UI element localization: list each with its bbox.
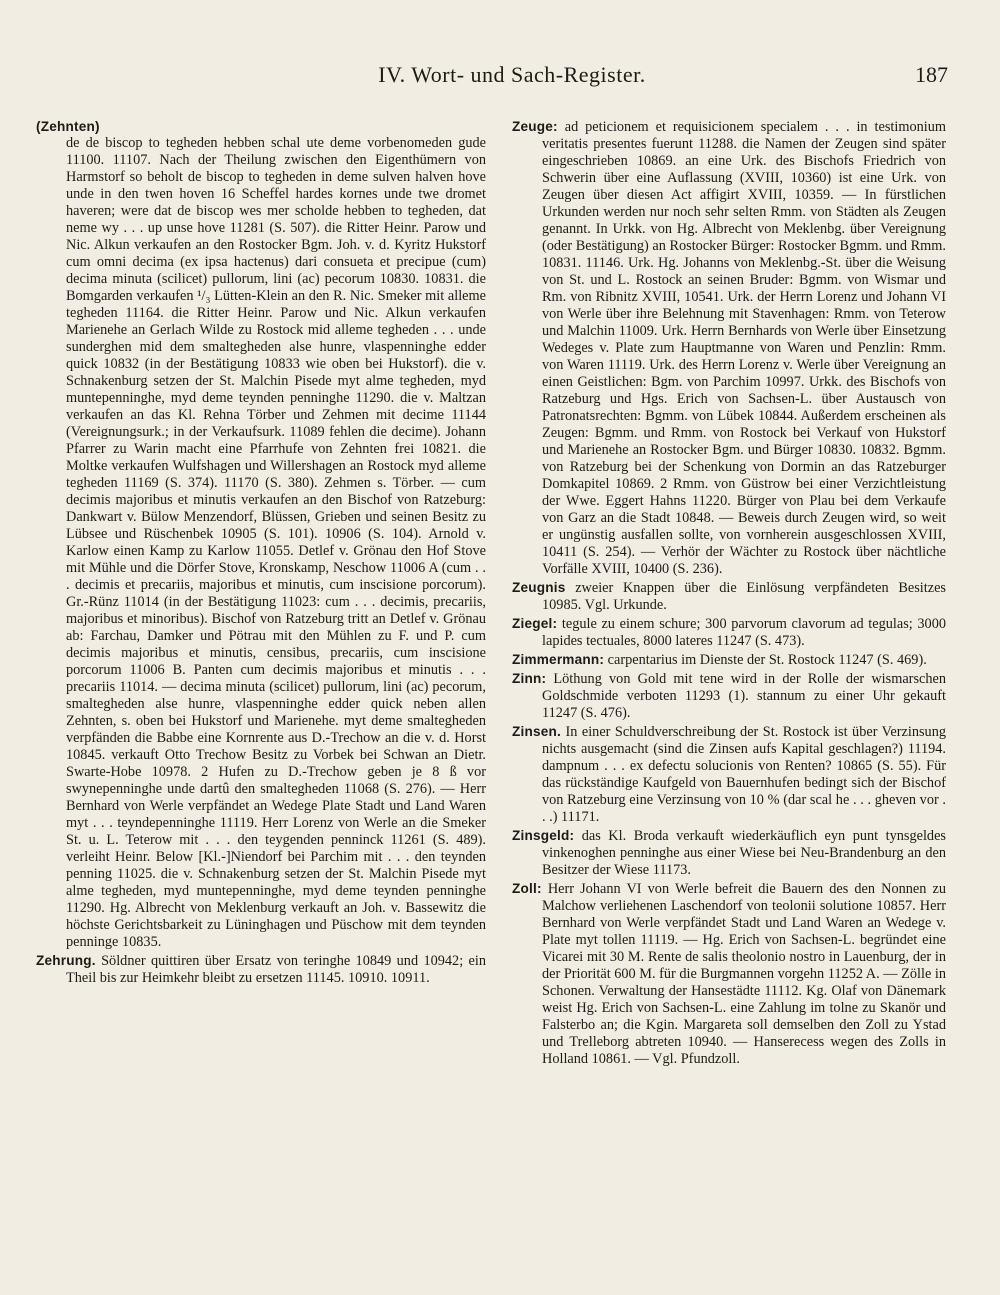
entry-headword: Zinsen. — [512, 724, 561, 739]
page-number: 187 — [915, 62, 948, 87]
entry-text: Löthung von Gold mit tene wird in der Rolle der wismarschen Goldschmide verboten 11293 (1). stannum zu einer Uhr gekauft 11247 (S. 476). — [542, 671, 946, 721]
entry-headword: Zeugnis — [512, 580, 566, 595]
entry-headword: Zoll: — [512, 881, 542, 896]
entry-text: Söldner quittiren über Ersatz von teringhe 10849 und 10942; ein Theil bis zur Heimkehr bleibt zu ersetzen 11145. 10910. 10911. — [66, 953, 486, 986]
index-entry — [512, 670, 946, 722]
entry-headword: Zinsgeld: — [512, 828, 575, 843]
entry-text: tegule zu einem schure; 300 parvorum clavorum ad tegulas; 3000 lapides tectuales, 8000 lateres 11247 (S. 473). — [542, 616, 946, 649]
index-entry — [512, 615, 946, 650]
entry-headword: Zehrung. — [36, 953, 96, 968]
entry-text: de de biscop to tegheden hebben schal ute deme vorbenomeden gude 11100. 11107. Nach der Theilung zwischen den Eigenthümern von Harmstorf so beholt de biscop to tegheden in deme sulven halven hove unde in den twen hoven 16 Scheffel hardes kornes unde twe dromet haveren; were dat de biscop wes mer scholde hebben to tegheden, dat neme wy . . . up unse hove 11281 (S. 507). die Ritter Heinr. Parow und Nic. Alkun verkaufen an den Rostocker Bgm. Joh. v. d. Kyritz Hukstorf cum omni decima (ex ipsa hactenus) dari consueta et precipue (cum) decima minuta (scilicet) pullorum, lini (ac) pecorum 10830. 10831. die Bomgarden verkaufen ¹/₃ Lütten-Klein an den R. Nic. Smeker mit alleme tegheden 11164. die Ritter Heinr. Parow und Nic. Alkun verkaufen Marienehe an Gerlach Wilde zu Rostock mid alleme tegheden . . . unde sunderghen mid dem smaltegheden alse hunre, vlaspenninghe edder quick 10832 (in der Bestätigung 10833 wie oben bei Hukstorf). die v. Schnakenburg setzen der St. Malchin Pisede myt alme tegheden, myd muntepenninghe, myd deme teynden penninghe 11290. die v. Maltzan verkaufen an das Kl. Rehna Törber und Zehmen mit decime 11144 (Vereignungsurk.; in der Verkaufsurk. 11089 fehlen die decime). Johann Pfarrer zu Warin macht eine Pfarrhufe von Zehnten frei 10821. die Moltke verkaufen Wulfshagen und Willershagen an Rostock myd alleme tegheden 11169 (S. 374). 11170 (S. 380). Zehmen s. Törber. — cum decimis majoribus et minutis verkaufen an den Bischof von Ratzeburg: Dankwart v. Bülow Menzendorf, Blüssen, Grieben und seinen Besitz zu Lübsee und Rüschenbek 10905 (S. 101). 10906 (S. 104). Arnold v. Karlow einen Kamp zu Karlow 11055. Detlef v. Grönau den Hof Stove mit Mühle und die Dörfer Stove, Kronskamp, Neschow 11006 A (cum . . . decimis et precariis, majoribus et minutis, cum inscisione porcorum). Gr.-Rünz 11014 (in der Bestätigung 11023: cum . . . decimis, precariis, majoribus et minoribus). Bischof von Ratzeburg tritt an Detlef v. Grönau ab: Farchau, Damker und Pötrau mit den Mühlen zu F. und P. cum decimis majoribus et minutis, censibus, precariis, cum inscisione porcorum 11006 B. Panten cum decimis majoribus et minutis . . . precariis 11014. — decima minuta (scilicet) pullorum, lini (ac) pecorum, smaltegheden alse hunre, vlaspenninghe edder quick neben allen Zehnten, s. oben bei Hukstorf und Marienehe. myt deme smaltegheden verpfänden die Babbe eine Kornrente aus D.-Trechow an die v. d. Horst 10845. verkauft Otto Trechow Besitz zu Vorbek bei Schwan an Dietr. Swarte-Hobe 10978. 2 Hufen zu D.-Trechow geben je 8 ß vor swynepenninghe unde dartû den smaltegheden 11068 (S. 276). — Herr Bernhard von Werle verpfändet an Wedege Plate Stadt und Land Waren myt . . . teyndepenninghe 11119. Herr Lorenz von Werle an die Smeker St. u. L. Teterow mit . . . den teygenden penninck 11261 (S. 489). verleiht Heinr. Below [Kl.-]Niendorf bei Parchim mit . . . den teynden penning 11025. die v. Schnakenburg setzen der St. Malchin Pisede myt alme tegheden, myd muntepenninghe, myd deme teynden penninghe 11290. Hg. Albrecht von Meklenburg verkauft an Joh. v. Bassewitz die höchste Gerichtsbarkeit zu Lüninghagen und Püschow mit dem teynden penninge 10835. — [66, 135, 486, 950]
entry-headword: Zeuge: — [512, 119, 558, 134]
left-column — [36, 118, 486, 988]
page-header — [36, 62, 948, 94]
entry-text: das Kl. Broda verkauft wiederkäuflich eyn punt tynsgeldes vinkenoghen penninghe aus einer Wiese bei Neu-Brandenburg an den Besitzer der Wiese 11173. — [542, 828, 946, 878]
index-entry — [512, 651, 946, 669]
index-entry — [36, 952, 486, 987]
entry-text: carpentarius im Dienste der St. Rostock 11247 (S. 469). — [607, 652, 927, 668]
index-entry — [512, 579, 946, 614]
page-title: IV. Wort- und Sach-Register. — [378, 62, 646, 87]
entry-text: zweier Knappen über die Einlösung verpfändeten Besitzes 10985. Vgl. Urkunde. — [542, 580, 946, 613]
entry-headword: Zimmermann: — [512, 652, 605, 667]
index-entry — [512, 827, 946, 879]
index-entry — [512, 880, 946, 1068]
right-column — [512, 118, 946, 1069]
index-entry — [512, 118, 946, 578]
index-entry — [512, 723, 946, 826]
entry-text: In einer Schuldverschreibung der St. Rostock ist über Verzinsung nichts ausgemacht (sind die Zinsen aufs Kapital geschlagen?) 11194. dampnum . . . ex defectu solucionis von Renten? 10865 (S. 55). Für das rückständige Kaufgeld von Bauernhufen bedingt sich der Bischof von Ratzeburg eine Verzinsung von 10 % (dar scal he . . . gheven vor . . .) 11171. — [542, 724, 946, 825]
entry-text: ad peticionem et requisicionem specialem . . . in testimonium veritatis presentes fuerunt 11288. die Namen der Zeugen sind später eingeschrieben 10869. an eine Urk. des Bischofs Friedrich von Schwerin über eine Auflassung (XVIII, 10360) ist eine Urk. von Zeugen über diesen Act affigirt XVIII, 10359. — In fürstlichen Urkunden werden nur noch sehr selten Rmm. von Städten als Zeugen genannt. In Urkk. von Hg. Albrecht von Meklenbg. über Vereignung (oder Bestätigung) an Rostocker Bürger: Rostocker Bgmm. und Rmm. 10831. 11146. Urk. Hg. Johanns von Meklenbg.-St. über die Weisung von St. und L. Rostock an seinen Bruder: Bgmm. von Wismar und Rm. von Ribnitz XVIII, 10541. Urk. der Herrn Lorenz und Johann VI von Werle über ihre Belehnung mit Stavenhagen: Rmm. von Teterow und Malchin 11009. Urk. Herrn Bernhards von Werle über Einsetzung Wedeges v. Plate zum Hauptmanne von Waren und Penzlin: Rmm. von Waren 11119. Urk. des Herrn Lorenz v. Werle über Vereignung an einen Geistlichen: Bgm. von Parchim 10997. Urkk. des Bischofs von Ratzeburg und Hgs. Erich von Sachsen-L. über Austausch von Patronatsrechten: Bgmm. von Lübek 10844. Außerdem erscheinen als Zeugen: Bgmm. und Rmm. von Rostock bei Verkauf von Hukstorf und Marienehe an Rostocker Bgm. und Bürger 10830. 10832. Bgmm. von Ratzeburg bei der Schenkung von Dormin an das Ratzeburger Domkapitel 10869. 2 Rmm. von Güstrow bei einer Verzichtleistung der Wwe. Eggert Hahns 11220. Bürger von Plau bei dem Verkaufe von Garz an die Stadt 10848. — Beweis durch Zeugen wird, so weit er ungünstig ausfallen sollte, von vornherein ausgeschlossen XVIII, 10411 (S. 254). — Verhör der Wächter zu Rostock über nächtliche Vorfälle XVIII, 10400 (S. 236). — [542, 119, 947, 577]
entry-text: Herr Johann VI von Werle befreit die Bauern des den Nonnen zu Malchow verliehenen Laschendorf von teolonii solutione 10857. Herr Bernhard von Werle verpfändet Stadt und Land Waren an Wedege v. Plate myt tollen 11119. — Hg. Erich von Sachsen-L. begründet eine Vicarei mit 30 M. Rente de salis theolonio nostro in Lauenburg, der in der Priorität 600 M. für die Burgmannen vorgehn 11252 A. — Zölle in Schonen. Verwaltung der Hansestädte 11112. Kg. Olaf von Dänemark weist Hg. Erich von Sachsen-L. eine Zahlung im tolne zu Skanör und Falsterbo an; die Kgin. Margareta soll demselben den Zoll zu Ystad und Trelleborg abtreten 10940. — Hanserecess wegen des Zolls in Holland 10861. — Vgl. Pfundzoll. — [542, 881, 946, 1067]
entry-headword: Zinn: — [512, 671, 547, 686]
index-entry — [36, 118, 486, 951]
entry-headword: Ziegel: — [512, 616, 558, 631]
entry-headword: (Zehnten) — [36, 119, 100, 134]
